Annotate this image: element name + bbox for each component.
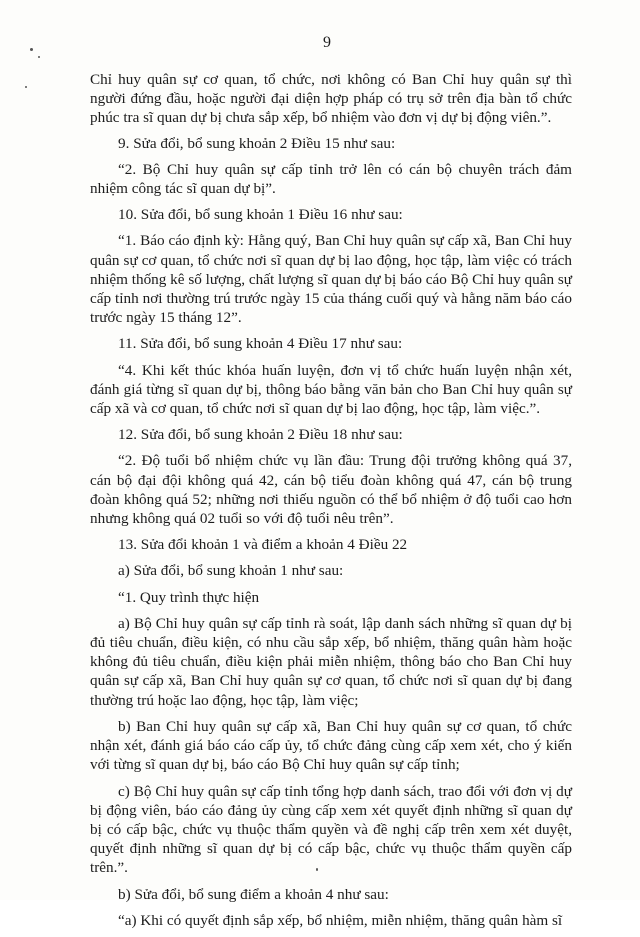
paragraph: b) Ban Chỉ huy quân sự cấp xã, Ban Chỉ huy quân sự cơ quan, tổ chức nhận xét, đánh giá báo cáo cấp ủy, tổ chức đảng cùng cấp xem xét, cho ý kiến với từng sĩ quan dự bị, báo cáo Bộ Chỉ huy quân sự cấp tỉnh;: [90, 717, 572, 774]
page-number: 9: [323, 34, 331, 51]
paragraph: b) Sửa đổi, bổ sung điểm a khoản 4 như sau:: [118, 885, 389, 903]
paragraph: 11. Sửa đổi, bổ sung khoản 4 Điều 17 như sau:: [118, 335, 403, 353]
paragraph: a) Bộ Chỉ huy quân sự cấp tỉnh rà soát, lập danh sách những sĩ quan dự bị đủ tiêu chuẩn, điều kiện, có nhu cầu sắp xếp, bổ nhiệm, thăng quân hàm hoặc không đủ tiêu chuẩn, điều kiện phải miễn nhiệm, thông báo cho Ban Chỉ huy quân sự cấp xã, Ban Chỉ huy quân sự cơ quan, tổ chức nơi sĩ quan dự bị đang thường trú hoặc lao động, học tập, làm việc;: [90, 614, 572, 709]
scan-speck: [38, 56, 40, 58]
paragraph: 10. Sửa đổi, bổ sung khoản 1 Điều 16 như sau:: [118, 206, 403, 224]
scan-speck: [25, 86, 27, 88]
paragraph: “2. Độ tuổi bổ nhiệm chức vụ lần đầu: Trung đội trưởng không quá 37, cán bộ đại đội không quá 42, cán bộ tiểu đoàn không quá 47, cán bộ trung đoàn không quá 52; những nơi thiếu nguồn có thể bổ nhiệm ở độ tuổi cao hơn nhưng không quá 02 tuổi so với độ tuổi nêu trên”.: [90, 452, 572, 528]
paragraph: “4. Khi kết thúc khóa huấn luyện, đơn vị tổ chức huấn luyện nhận xét, đánh giá từng sĩ quan dự bị, thông báo bằng văn bản cho Ban Chỉ huy quân sự cấp xã và cơ quan, tổ chức nơi sĩ quan dự bị lao động, học tập, làm việc.”.: [90, 361, 572, 418]
document-body: [90, 70, 572, 937]
paragraph: Chỉ huy quân sự cơ quan, tổ chức, nơi không có Ban Chỉ huy quân sự thì người đứng đầu, hoặc người đại diện hợp pháp có trụ sở trên địa bàn tổ chức phúc tra sĩ quan dự bị chưa sắp xếp, bổ nhiệm vào đơn vị dự bị động viên.”.: [90, 71, 572, 127]
paragraph: “a) Khi có quyết định sắp xếp, bổ nhiệm, miễn nhiệm, thăng quân hàm sĩ: [118, 911, 563, 929]
paragraph: “1. Báo cáo định kỳ: Hằng quý, Ban Chỉ huy quân sự cấp xã, Ban Chỉ huy quân sự cơ quan, tổ chức nơi sĩ quan dự bị lao động, học tập, làm việc có trách nhiệm thống kê số lượng, chất lượng sĩ quan dự bị báo cáo Bộ Chỉ huy quân sự cấp tỉnh nơi thường trú trước ngày 15 của tháng cuối quý và hằng năm báo cáo trước ngày 15 tháng 12”.: [90, 232, 572, 327]
paragraph: “2. Bộ Chỉ huy quân sự cấp tỉnh trở lên có cán bộ chuyên trách đảm nhiệm công tác sĩ quan dự bị”.: [90, 160, 572, 198]
paragraph: 9. Sửa đổi, bổ sung khoản 2 Điều 15 như sau:: [118, 134, 396, 152]
scan-speck: [30, 48, 33, 51]
paragraph: 12. Sửa đổi, bổ sung khoản 2 Điều 18 như sau:: [118, 426, 403, 444]
paragraph: c) Bộ Chỉ huy quân sự cấp tỉnh tổng hợp danh sách, trao đổi với đơn vị dự bị động viên, báo cáo đảng ủy cùng cấp xem xét quyết định những sĩ quan dự bị có cấp bậc, chức vụ thuộc thẩm quyền và đề nghị cấp trên xem xét duyệt, quyết định những sĩ quan dự bị có cấp bậc, chức vụ thuộc thẩm quyền cấp trên.”.: [90, 782, 572, 877]
paragraph: a) Sửa đổi, bổ sung khoản 1 như sau:: [118, 562, 344, 580]
paragraph: “1. Quy trình thực hiện: [118, 588, 260, 606]
paragraph: 13. Sửa đổi khoản 1 và điểm a khoản 4 Điều 22: [118, 536, 408, 554]
